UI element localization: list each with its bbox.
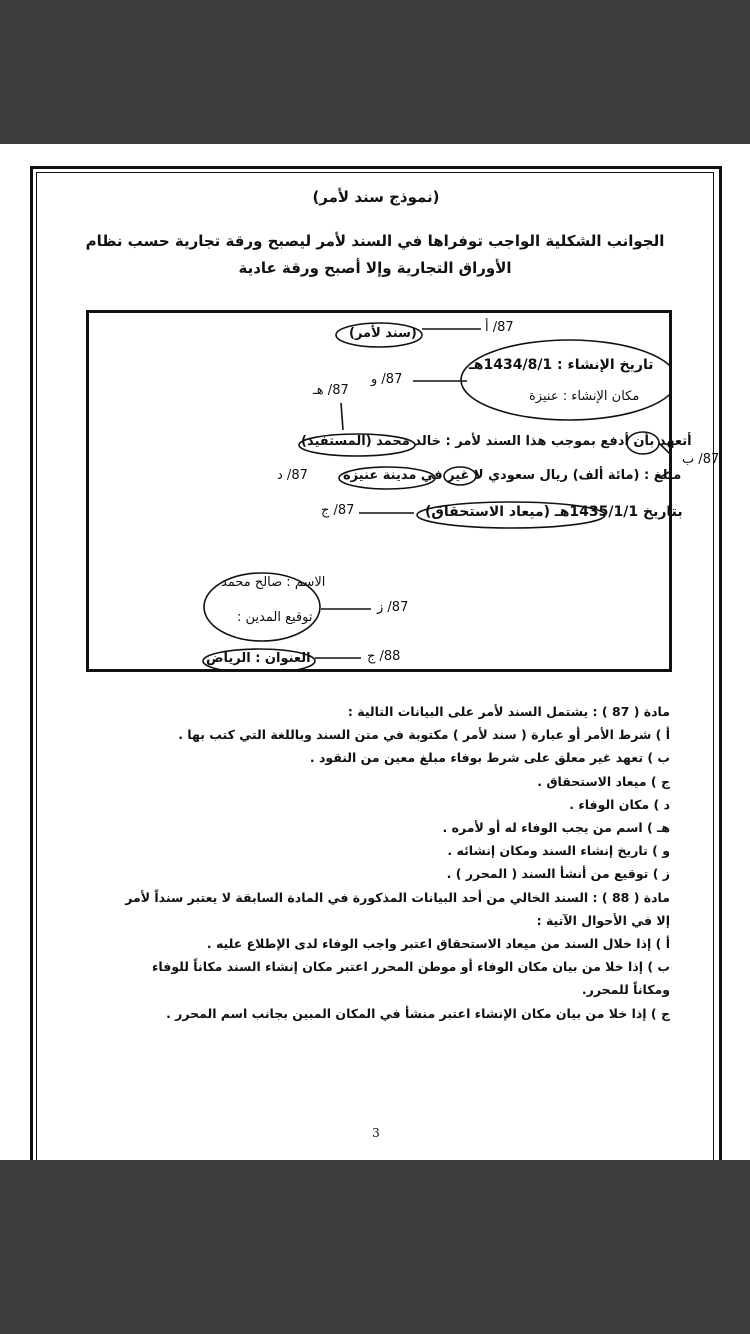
- article-88-intro: مادة ( 88 ) : السند الخالي من أحد البيانات المذكورة في المادة السابقة لا يعتبر سنداً لأمر إلا في الأحوال الآتية :: [125, 889, 670, 928]
- date-text: تاريخ الإنشاء : 1434/8/1هـ: [469, 357, 654, 373]
- articles-text: [112, 700, 670, 1025]
- place-text: مكان الإنشاء : عنيزة: [529, 389, 640, 404]
- document-page: [30, 166, 722, 1170]
- due-date-text: بتاريخ 1435/1/1هـ (ميعاد الاستحقاق): [425, 504, 683, 520]
- debtor-signature-text: توقيع المدين :: [237, 610, 313, 625]
- address-text: العنوان : الرياض: [206, 651, 311, 666]
- amount-text: مبلغ : (مائة ألف) ريال سعودي لا غير في مدينة عنيزة: [343, 468, 682, 483]
- debtor-name-text: الاسم : صالح محمد: [221, 575, 326, 590]
- document-title: (نموذج سند لأمر): [312, 188, 440, 206]
- article-87-item-j: ج ) ميعاد الاستحقاق .: [537, 773, 670, 789]
- label-87-j: 87/ ج: [321, 503, 355, 518]
- article-87-item-z: ز ) توقيع من أنشأ السند ( المحرر ) .: [446, 866, 670, 882]
- heading-text: (سند لأمر): [349, 326, 417, 341]
- article-87-item-d: د ) مكان الوفاء .: [569, 796, 670, 812]
- bottom-dark-bar: [0, 1160, 750, 1334]
- date-place-ellipse: [461, 340, 669, 420]
- promissory-note-diagram: [86, 310, 720, 672]
- article-87-item-w: و ) تاريخ إنشاء السند ومكان إنشائه .: [447, 843, 670, 859]
- article-87-item-a: أ ) شرط الأمر أو عبارة ( سند لأمر ) مكتوبة في متن السند وباللغة التي كتب بها .: [178, 727, 670, 743]
- label-87-b: 87/ ب: [682, 452, 720, 467]
- label-87-a: 87/ أ: [485, 320, 514, 335]
- article-88-item-j: ج ) إذا خلا من بيان مكان الإنشاء اعتبر منشأ في المكان المبين بجانب اسم المحرر .: [166, 1005, 670, 1021]
- label-87-z: 87/ ز: [377, 600, 409, 615]
- label-87-d: 87/ د: [277, 468, 308, 483]
- top-dark-bar: [0, 0, 750, 144]
- connector-h: [341, 403, 343, 430]
- article-87-item-h: هـ ) اسم من يجب الوفاء له أو لأمره .: [442, 820, 670, 836]
- page-number: 3: [372, 1126, 380, 1140]
- article-87-item-b: ب ) تعهد غير معلق على شرط بوفاء مبلغ معين من النقود .: [309, 750, 670, 766]
- label-87-w: 87/ و: [371, 372, 403, 387]
- article-87-intro: مادة ( 87 ) : يشتمل السند لأمر على البيانات التالية :: [347, 704, 670, 719]
- article-88-item-b: ب ) إذا خلا من بيان مكان الوفاء أو موطن المحرر اعتبر مكان إنشاء السند مكاناً للوفاء ومكاناً للمحرر.: [152, 959, 670, 998]
- pledge-text: أتعهد بأن أدفع بموجب هذا السند لأمر : خالد محمد (المستفيد): [301, 434, 692, 449]
- label-88-j: 88/ ج: [367, 649, 401, 664]
- article-88-item-a: أ ) إذا خلال السند من ميعاد الاستحقاق اعتبر واجب الوفاء لدى الإطلاع عليه .: [206, 936, 670, 952]
- document-subtitle: الجوانب الشكلية الواجب توفراها في السند لأمر ليصبح ورقة تجارية حسب نظام الأوراق التجارية وإلا أصبح ورقة عادية: [85, 232, 665, 277]
- label-87-h: 87/ هـ: [313, 383, 349, 398]
